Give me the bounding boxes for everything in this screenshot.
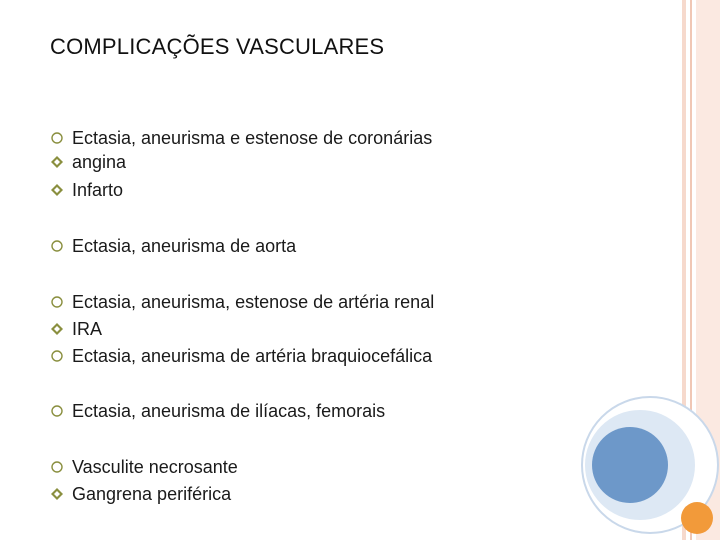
stripe-band (682, 0, 686, 540)
circle-bullet-icon (50, 457, 72, 477)
item-text: Infarto (72, 180, 124, 200)
list-item (50, 398, 385, 424)
list-item (50, 149, 126, 175)
item-text: angina (72, 152, 127, 172)
item-text: Ectasia, aneurisma de artéria braquiocefálica (72, 346, 433, 366)
slide-title: COMPLICAÇÕES VASCULARES (50, 34, 385, 59)
diamond-bullet-icon (50, 319, 72, 339)
list-item (50, 481, 231, 507)
diamond-bullet-icon (50, 484, 72, 504)
item-text: Ectasia, aneurisma de aorta (72, 236, 297, 256)
stripe-band (690, 0, 692, 540)
circle-bullet-icon (50, 292, 72, 312)
diamond-bullet-icon (50, 152, 72, 172)
circle-bullet-icon (50, 128, 72, 148)
item-text: IRA (72, 319, 103, 339)
diamond-bullet-icon (50, 180, 72, 200)
list-item (50, 454, 238, 480)
circle-bullet-icon (50, 346, 72, 366)
right-decorative-stripe (682, 0, 720, 540)
list-item (50, 289, 434, 315)
list-item (50, 233, 296, 259)
blue-circle (592, 427, 668, 503)
item-text: Ectasia, aneurisma, estenose de artéria renal (72, 292, 435, 312)
item-text: Vasculite necrosante (72, 457, 238, 477)
list-item (50, 343, 432, 369)
circle-bullet-icon (50, 236, 72, 256)
light-circle (585, 410, 695, 520)
list-item (50, 316, 102, 342)
list-item (50, 125, 432, 151)
item-text: Ectasia, aneurisma de ilíacas, femorais (72, 401, 386, 421)
stripe-band (696, 0, 720, 540)
list-item (50, 177, 123, 203)
circle-bullet-icon (50, 401, 72, 421)
item-text: Gangrena periférica (72, 484, 232, 504)
item-text: Ectasia, aneurisma e estenose de coronárias (72, 128, 433, 148)
